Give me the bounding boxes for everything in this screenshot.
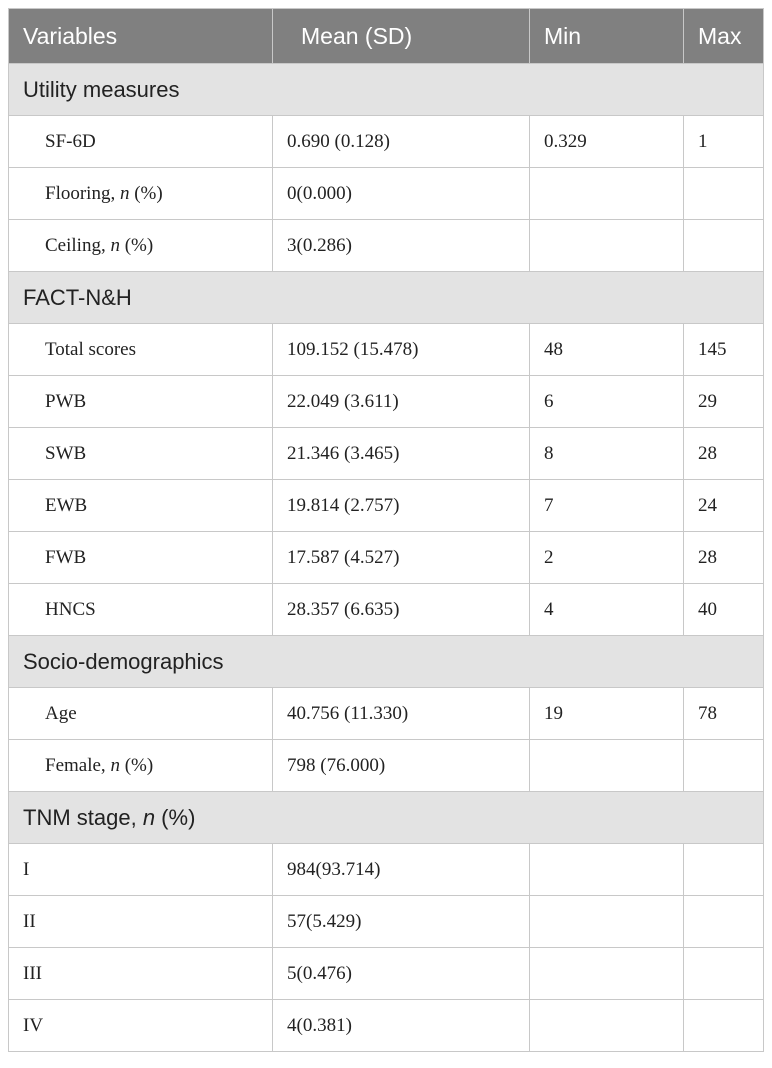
- cell-variable: II: [9, 896, 273, 948]
- table-row: [9, 584, 764, 636]
- cell-mean: 57(5.429): [273, 896, 530, 948]
- cell-max: [684, 740, 764, 792]
- cell-max: 28: [684, 428, 764, 480]
- label-text: Female,: [45, 754, 111, 776]
- cell-min: 6: [530, 376, 684, 428]
- table-row: [9, 324, 764, 376]
- cell-min: [530, 896, 684, 948]
- cell-variable: EWB: [9, 480, 273, 532]
- cell-mean: 22.049 (3.611): [273, 376, 530, 428]
- table-row: [9, 844, 764, 896]
- cell-variable: FWB: [9, 532, 273, 584]
- table-row: [9, 1000, 764, 1052]
- cell-min: 0.329: [530, 116, 684, 168]
- section-title: Socio-demographics: [9, 636, 764, 688]
- section-row-socio: [9, 636, 764, 688]
- cell-mean: 3(0.286): [273, 220, 530, 272]
- table-row: [9, 480, 764, 532]
- header-row: [9, 9, 764, 64]
- label-text: Flooring,: [45, 182, 120, 204]
- table-row: [9, 116, 764, 168]
- cell-max: [684, 948, 764, 1000]
- cell-mean: 798 (76.000): [273, 740, 530, 792]
- statistics-table: [8, 8, 764, 1052]
- table-row: [9, 428, 764, 480]
- cell-variable: [9, 168, 273, 220]
- cell-min: 7: [530, 480, 684, 532]
- table-row: [9, 168, 764, 220]
- cell-min: 8: [530, 428, 684, 480]
- cell-max: [684, 896, 764, 948]
- cell-variable: PWB: [9, 376, 273, 428]
- cell-min: [530, 220, 684, 272]
- cell-variable: I: [9, 844, 273, 896]
- table-row: [9, 948, 764, 1000]
- section-title: Utility measures: [9, 64, 764, 116]
- cell-max: 78: [684, 688, 764, 740]
- cell-max: 145: [684, 324, 764, 376]
- cell-max: [684, 844, 764, 896]
- cell-min: [530, 740, 684, 792]
- table-row: [9, 220, 764, 272]
- cell-min: 4: [530, 584, 684, 636]
- cell-max: [684, 1000, 764, 1052]
- section-title-suffix: (%): [155, 804, 196, 830]
- cell-max: [684, 168, 764, 220]
- cell-variable: [9, 220, 273, 272]
- cell-min: 48: [530, 324, 684, 376]
- label-suffix: (%): [119, 234, 154, 256]
- section-title-text: TNM stage,: [23, 804, 143, 830]
- cell-mean: 984(93.714): [273, 844, 530, 896]
- table-row: [9, 532, 764, 584]
- cell-mean: 28.357 (6.635): [273, 584, 530, 636]
- cell-variable: Total scores: [9, 324, 273, 376]
- cell-max: 24: [684, 480, 764, 532]
- header-min: Min: [530, 9, 684, 64]
- cell-min: [530, 1000, 684, 1052]
- table-row: [9, 376, 764, 428]
- section-title-italic: n: [142, 804, 156, 830]
- section-row-tnm: [9, 792, 764, 844]
- cell-min: [530, 168, 684, 220]
- cell-mean: 19.814 (2.757): [273, 480, 530, 532]
- section-title: [9, 792, 764, 844]
- section-row-fact: [9, 272, 764, 324]
- section-title: FACT-N&H: [9, 272, 764, 324]
- table-row: [9, 740, 764, 792]
- cell-mean: 0(0.000): [273, 168, 530, 220]
- cell-mean: 4(0.381): [273, 1000, 530, 1052]
- cell-max: [684, 220, 764, 272]
- label-italic: n: [110, 754, 120, 776]
- cell-variable: [9, 740, 273, 792]
- cell-max: 1: [684, 116, 764, 168]
- cell-mean: 21.346 (3.465): [273, 428, 530, 480]
- cell-min: [530, 844, 684, 896]
- cell-mean: 0.690 (0.128): [273, 116, 530, 168]
- label-suffix: (%): [129, 182, 163, 204]
- cell-min: [530, 948, 684, 1000]
- cell-min: 2: [530, 532, 684, 584]
- header-mean-sd: Mean (SD): [273, 9, 530, 64]
- header-max: Max: [684, 9, 764, 64]
- table-row: [9, 688, 764, 740]
- cell-variable: SF-6D: [9, 116, 273, 168]
- cell-mean: 17.587 (4.527): [273, 532, 530, 584]
- label-italic: n: [119, 182, 130, 204]
- cell-variable: III: [9, 948, 273, 1000]
- cell-variable: HNCS: [9, 584, 273, 636]
- header-variables: Variables: [9, 9, 273, 64]
- cell-mean: 40.756 (11.330): [273, 688, 530, 740]
- label-text: Ceiling,: [45, 234, 111, 256]
- cell-max: 40: [684, 584, 764, 636]
- cell-max: 29: [684, 376, 764, 428]
- section-row-utility: [9, 64, 764, 116]
- cell-mean: 109.152 (15.478): [273, 324, 530, 376]
- cell-variable: Age: [9, 688, 273, 740]
- label-suffix: (%): [119, 754, 154, 776]
- cell-max: 28: [684, 532, 764, 584]
- table-row: [9, 896, 764, 948]
- cell-mean: 5(0.476): [273, 948, 530, 1000]
- cell-variable: SWB: [9, 428, 273, 480]
- cell-variable: IV: [9, 1000, 273, 1052]
- label-italic: n: [110, 234, 120, 256]
- cell-min: 19: [530, 688, 684, 740]
